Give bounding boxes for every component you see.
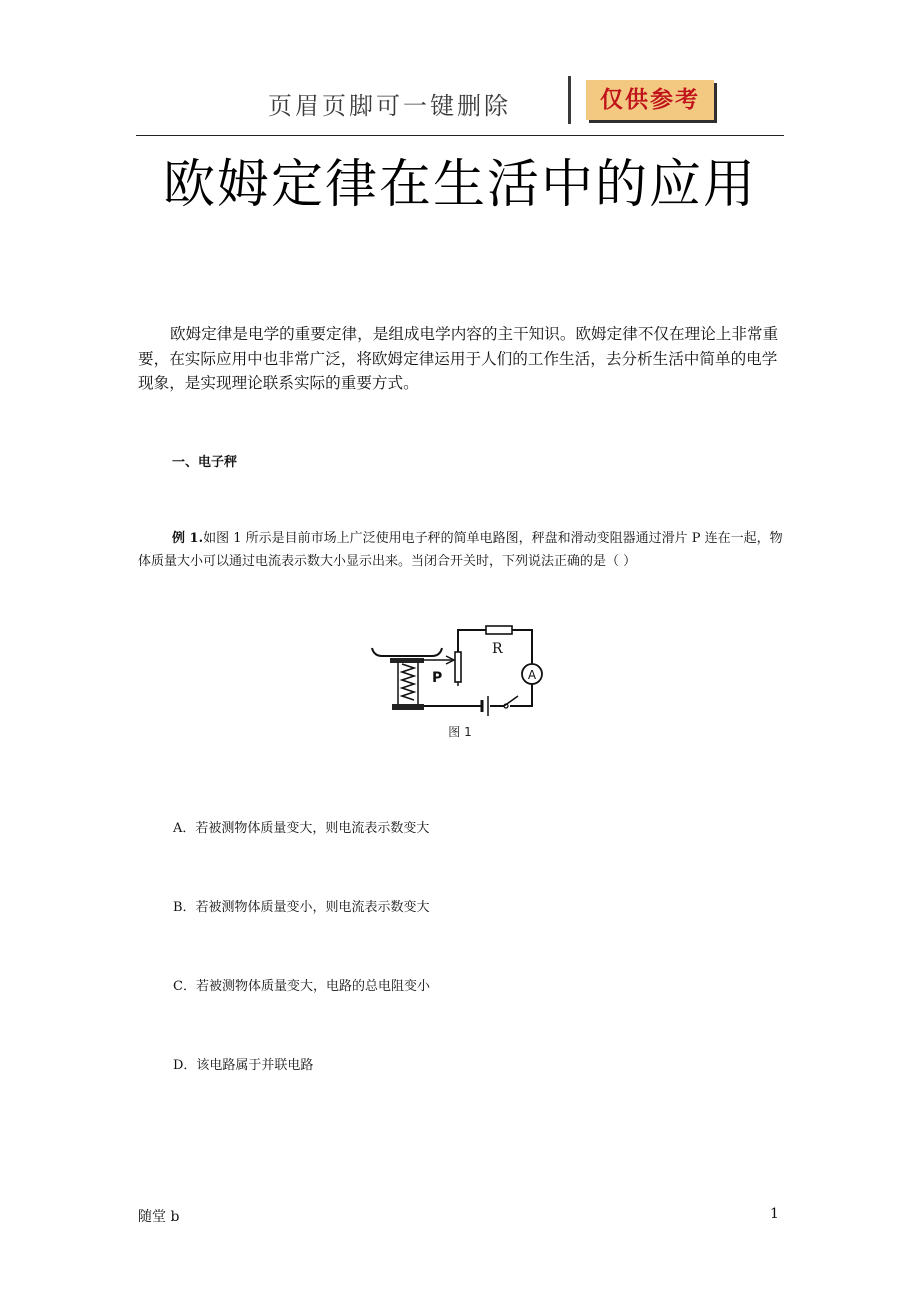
option-d: D．该电路属于并联电路 xyxy=(173,1058,314,1073)
label-p: P xyxy=(432,670,443,686)
wire-right xyxy=(512,630,532,664)
resistor xyxy=(486,626,512,634)
switch-lever xyxy=(504,696,518,706)
option-a: A．若被测物体质量变大，则电流表示数变大 xyxy=(173,821,430,836)
header-rule xyxy=(136,135,784,136)
option-b: B．若被测物体质量变小，则电流表示数变大 xyxy=(173,900,430,915)
scale-platform-top xyxy=(390,658,424,663)
example-label: 例 1. xyxy=(172,531,204,546)
footer-label: 随堂 b xyxy=(138,1209,180,1225)
intro-paragraph: 欧姆定律是电学的重要定律，是组成电学内容的主干知识。欧姆定律不仅在理论上非常重要，在实际应用中也非常广泛，将欧姆定律运用于人们的工作生活，去分析生活中简单的电学现象，是实现理论联系实际的重要方式。 xyxy=(138,325,779,392)
rheostat xyxy=(455,652,461,682)
spring xyxy=(402,664,414,700)
label-r: R xyxy=(492,641,503,657)
header-divider xyxy=(568,76,571,124)
reference-stamp xyxy=(586,80,714,120)
header-banner xyxy=(262,76,722,126)
section-heading: 一、电子秤 xyxy=(172,455,238,470)
wire-bottom-right xyxy=(510,684,532,706)
example-paragraph xyxy=(138,527,784,573)
scale-pan xyxy=(372,648,442,656)
option-c: C．若被测物体质量变大，电路的总电阻变小 xyxy=(173,979,430,994)
example-text: 如图 1 所示是目前市场上广泛使用电子秤的简单电路图，秤盘和滑动变阻器通过滑片 P 连在一起，物体质量大小可以通过电流表示数大小显示出来。当闭合开关时，下列说法正确的是（ ） xyxy=(138,531,783,569)
wire-top xyxy=(458,630,486,652)
circuit-diagram xyxy=(360,620,560,720)
label-a: A xyxy=(527,668,537,682)
page-number: 1 xyxy=(770,1206,779,1222)
scale-base xyxy=(392,704,424,710)
reference-stamp-text: 仅供参考 xyxy=(600,87,700,113)
header-banner-text: 页眉页脚可一键删除 xyxy=(268,92,511,120)
page-title: 欧姆定律在生活中的应用 xyxy=(162,155,757,215)
figure-caption: 图 1 xyxy=(448,725,472,739)
